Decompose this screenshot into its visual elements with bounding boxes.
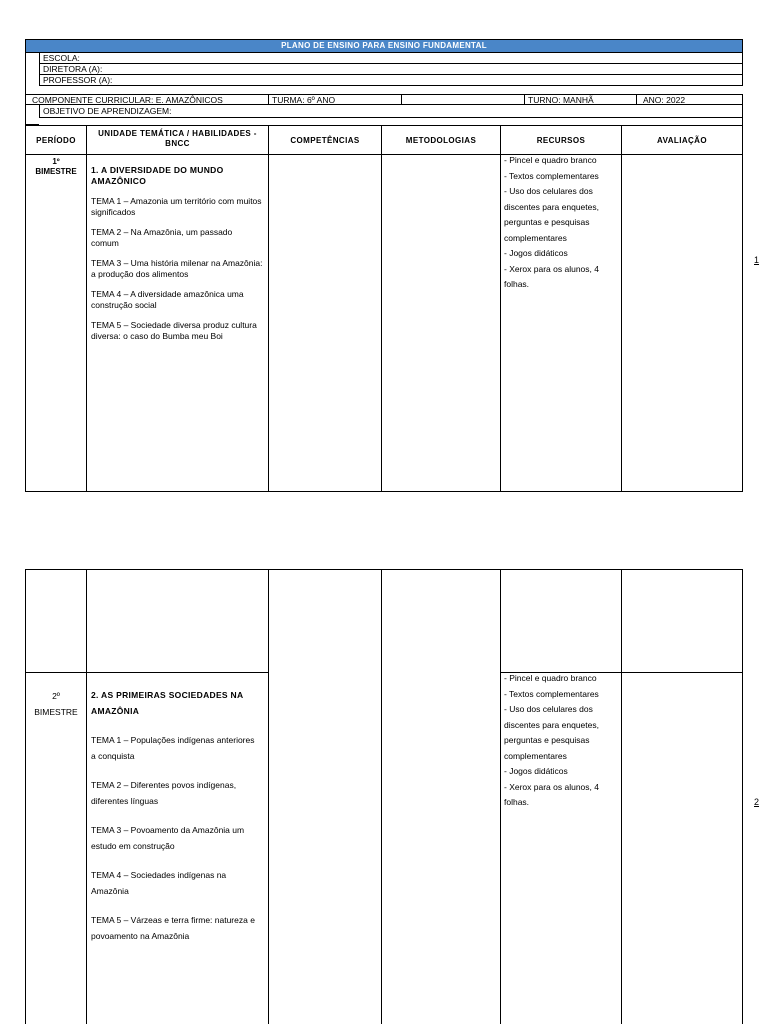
- recurso-item: - Jogos didáticos: [504, 766, 568, 776]
- tema-1-1: TEMA 1 – Amazonia um território com muitos significados: [91, 196, 262, 217]
- competencias-1: [268, 155, 381, 492]
- left-gutter: [25, 53, 39, 96]
- recurso-item: folhas.: [504, 279, 530, 289]
- ano-field: ANO: 2022: [636, 94, 743, 105]
- unit-title-2: 2. AS PRIMEIRAS SOCIEDADES NA AMAZÔNIA: [91, 690, 244, 716]
- col-competencias: COMPETÊNCIAS: [268, 125, 381, 155]
- recurso-item: - Pincel e quadro branco: [504, 673, 597, 683]
- recursos-1: [500, 155, 621, 492]
- diretora-field: DIRETORA (A):: [39, 64, 743, 75]
- recurso-item: - Textos complementares: [504, 170, 599, 181]
- periodo-1-label: 1º BIMESTRE: [35, 157, 77, 176]
- tema-1-4: TEMA 4 – A diversidade amazônica uma construção social: [91, 289, 244, 310]
- col-unidade: UNIDADE TEMÁTICA / HABILIDADES - BNCC: [86, 125, 268, 155]
- professor-field: PROFESSOR (A):: [39, 75, 743, 86]
- recurso-item: complementares: [504, 232, 567, 243]
- objetivo-field: OBJETIVO DE APRENDIZAGEM:: [39, 105, 743, 118]
- page-number-2: 2: [754, 797, 760, 807]
- p2-recursos-top: [500, 569, 621, 673]
- avaliacao-2: [621, 673, 743, 1024]
- tema-1-2: TEMA 2 – Na Amazônia, um passado comum: [91, 227, 233, 248]
- p2-unidade-top: [86, 569, 268, 673]
- objetivo-right: [39, 118, 743, 125]
- recurso-item: folhas.: [504, 797, 530, 807]
- metodologias-1: [381, 155, 500, 492]
- p2-avaliacao-top: [621, 569, 743, 673]
- unit-title-1: 1. A DIVERSIDADE DO MUNDO AMAZÔNICO: [91, 165, 224, 186]
- tema-2-4: TEMA 4 – Sociedades indígenas na Amazônia: [91, 870, 227, 896]
- recurso-item: - Textos complementares: [504, 688, 599, 699]
- blank-field: [401, 94, 524, 105]
- col-recursos: RECURSOS: [500, 125, 621, 155]
- recurso-item: discentes para enquetes,: [504, 719, 599, 730]
- col-periodo: PERÍODO: [25, 125, 86, 155]
- p2-metodologias: [381, 569, 500, 1024]
- recurso-item: perguntas e pesquisas: [504, 735, 590, 745]
- recurso-item: complementares: [504, 750, 567, 761]
- recurso-item: - Jogos didáticos: [504, 248, 568, 258]
- plan-title: PLANO DE ENSINO PARA ENSINO FUNDAMENTAL: [25, 39, 743, 53]
- tema-1-3: TEMA 3 – Uma história milenar na Amazônia: a produção dos alimentos: [91, 258, 263, 279]
- tema-1-5: TEMA 5 – Sociedade diversa produz cultura diversa: o caso do Bumba meu Boi: [91, 320, 257, 341]
- recurso-item: discentes para enquetes,: [504, 201, 599, 212]
- turno-field: TURNO: MANHÃ: [524, 94, 636, 105]
- recurso-item: - Xerox para os alunos, 4: [504, 263, 599, 274]
- tema-2-1: TEMA 1 – Populações indígenas anteriores a conquista: [91, 735, 255, 761]
- escola-field: ESCOLA:: [39, 53, 743, 64]
- componente-field: COMPONENTE CURRICULAR: E. AMAZÔNICOS: [25, 94, 268, 105]
- tema-2-3: TEMA 3 – Povoamento da Amazônia um estudo em construção: [91, 825, 245, 851]
- recurso-item: - Pincel e quadro branco: [504, 155, 597, 165]
- recurso-item: - Uso dos celulares dos: [504, 704, 593, 714]
- periodo-2: [25, 673, 86, 1024]
- p2-periodo-top: [25, 569, 86, 673]
- unidade-1: [86, 155, 268, 492]
- left-gutter-2: [25, 105, 39, 125]
- recurso-item: - Xerox para os alunos, 4: [504, 781, 599, 792]
- periodo-1: [25, 155, 86, 492]
- avaliacao-1: [621, 155, 743, 492]
- recursos-2: [500, 673, 621, 1024]
- col-avaliacao: AVALIAÇÃO: [621, 125, 743, 155]
- recurso-item: - Uso dos celulares dos: [504, 186, 593, 196]
- turma-field: TURMA: 6º ANO: [268, 94, 401, 105]
- periodo-2-label: 2º BIMESTRE: [34, 691, 78, 717]
- tema-2-5: TEMA 5 – Várzeas e terra firme: natureza e povoamento na Amazônia: [91, 915, 255, 941]
- tema-2-2: TEMA 2 – Diferentes povos indígenas, diferentes línguas: [91, 780, 237, 806]
- recurso-item: perguntas e pesquisas: [504, 217, 590, 227]
- col-metodologias: METODOLOGIAS: [381, 125, 500, 155]
- p2-competencias: [268, 569, 381, 1024]
- unidade-2: [86, 673, 268, 1024]
- page-number-1: 1: [754, 255, 760, 265]
